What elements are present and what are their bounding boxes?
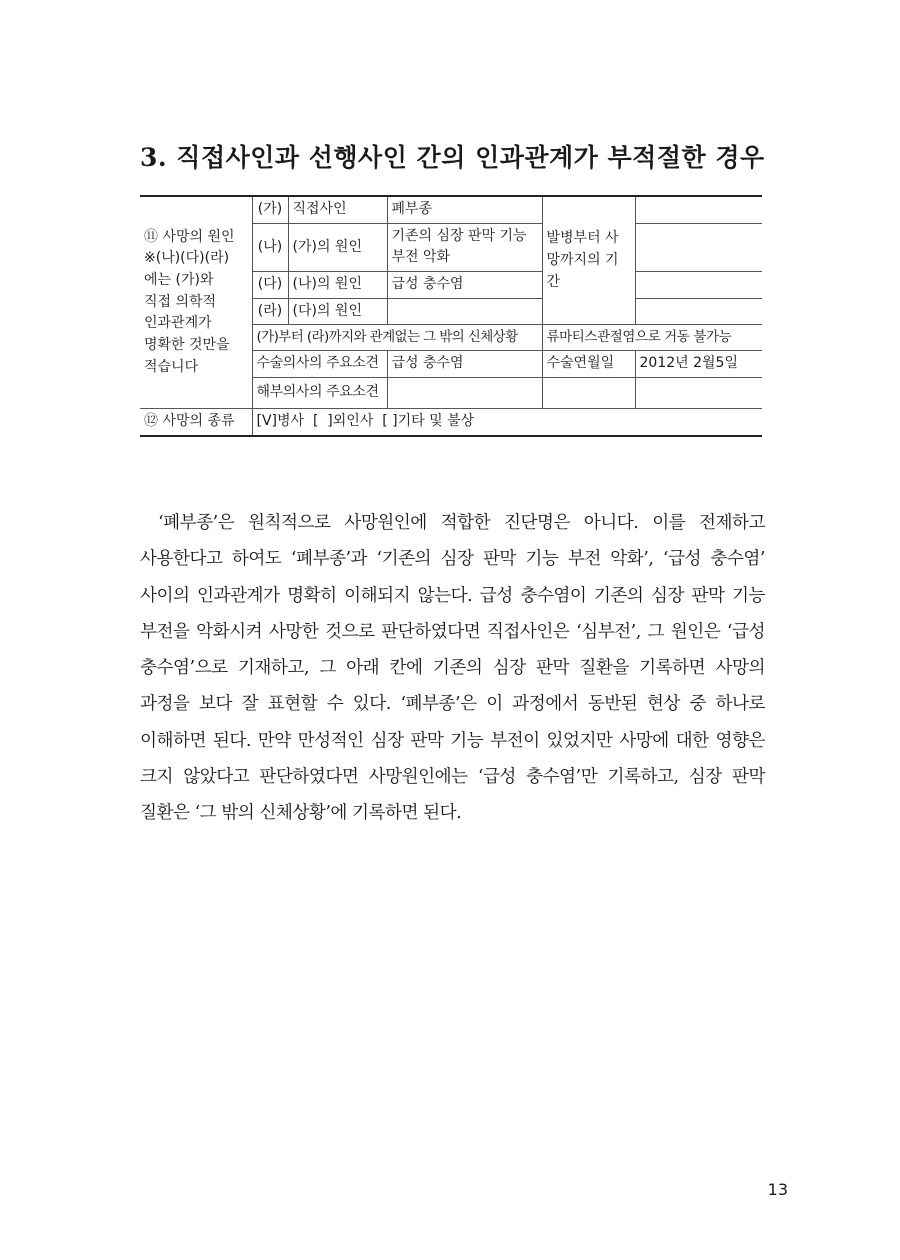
row-value [387, 298, 542, 325]
interval-label: 발병부터 사망까지의 기간 [542, 196, 635, 325]
row-mark: (나) [252, 223, 288, 271]
row-label: (다)의 원인 [288, 298, 387, 325]
surgery-date-label: 수술연월일 [542, 351, 635, 378]
death-type-row [140, 409, 762, 436]
surgeon-findings-label: 수술의사의 주요소견 [252, 351, 387, 378]
row-label: (나)의 원인 [288, 272, 387, 299]
interval-value-a [635, 196, 762, 223]
interval-value-c [635, 272, 762, 299]
death-type-options: [V]병사 [ ]외인사 [ ]기타 및 불상 [252, 409, 762, 436]
row-mark: (다) [252, 272, 288, 299]
autopsy-empty-cell [635, 378, 762, 409]
section-heading: 3. 직접사인과 선행사인 간의 인과관계가 부적절한 경우 [140, 143, 765, 172]
row-value: 급성 충수염 [387, 272, 542, 299]
row-label: (가)의 원인 [288, 223, 387, 271]
row-label: 직접사인 [288, 196, 387, 223]
surgeon-findings-value: 급성 충수염 [387, 351, 542, 378]
explanation-paragraph: ‘폐부종’은 원칙적으로 사망원인에 적합한 진단명은 아니다. 이를 전제하고 사용한다고 하여도 ‘폐부종’과 ‘기존의 심장 판막 기능 부전 악화’, ‘급성 충수염’ 사이의 인과관계가 명확히 이해되지 않는다. 급성 충수염이 기존의 심장 판막 기능 부전을 악화시켜 사망한 것으로 판단하였다면 직접사인은 ‘심부전’, 그 원인은 ‘급성 충수염’으로 기재하고, 그 아래 칸에 기존의 심장 판막 질환을 기록하면 사망의 과정을 보다 잘 표현할 수 있다. ‘폐부종’은 이 과정에서 동반된 현상 중 하나로 이해하면 된다. 만약 만성적인 심장 판막 기능 부전이 있었지만 사망에 대한 영향은 크지 않았다고 판단하였다면 사망원인에는 ‘급성 충수염’만 기록하고, 심장 판막 질환은 ‘그 밖의 신체상황’에 기록하면 된다. [140, 513, 766, 824]
other-conditions-value: 류마티스관절염으로 거동 불가능 [542, 325, 762, 351]
autopsy-findings-value [387, 378, 542, 409]
row-mark: (라) [252, 298, 288, 325]
death-certificate-form [140, 195, 762, 437]
interval-value-d [635, 298, 762, 325]
cause-row-a [140, 196, 762, 223]
page-number: 13 [767, 1180, 788, 1199]
other-conditions-label: (가)부터 (라)까지와 관계없는 그 밖의 신체상황 [252, 325, 542, 351]
row-value: 기존의 심장 판막 기능 부전 악화 [387, 223, 542, 271]
death-type-label: ⑫ 사망의 종류 [140, 409, 252, 436]
surgery-date-value: 2012년 2월5일 [635, 351, 762, 378]
row-value: 폐부종 [387, 196, 542, 223]
autopsy-findings-label: 해부의사의 주요소견 [252, 378, 387, 409]
interval-value-b [635, 223, 762, 271]
autopsy-empty-cell [542, 378, 635, 409]
cause-of-death-label: ⑪ 사망의 원인 ※(나)(다)(라) 에는 (가)와 직접 의학적 인과관계가 명확한 것만을 적습니다 [140, 196, 252, 409]
row-mark: (가) [252, 196, 288, 223]
